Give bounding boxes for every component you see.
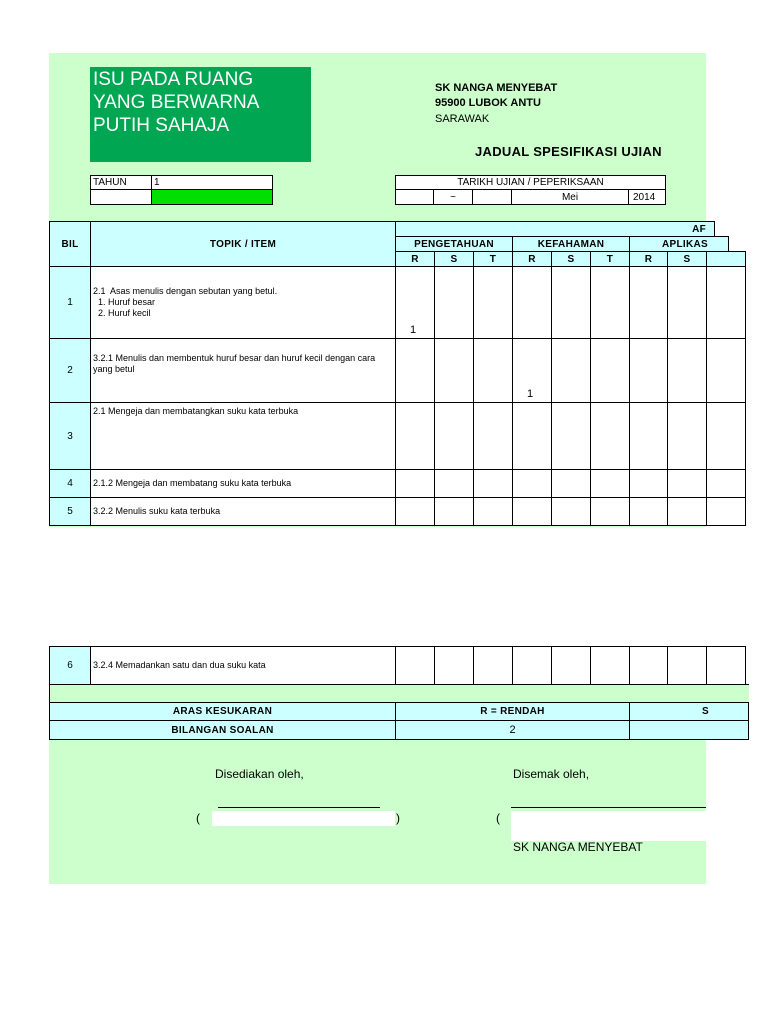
mark-cell[interactable] [706,402,746,470]
mark-cell[interactable] [590,338,630,403]
mark-cell[interactable] [629,402,668,470]
mark-cell[interactable]: 1 [395,266,435,339]
mark-cell[interactable] [667,266,707,339]
topic-line: 2. Huruf kecil [93,308,151,318]
mark-cell[interactable] [706,266,746,339]
checked-signature-line [511,806,706,808]
mark-cell[interactable] [473,497,513,526]
row-bil: 1 [49,266,91,339]
row-topic[interactable]: 3.2.2 Menulis suku kata terbuka [90,497,396,526]
row-topic[interactable]: 2.1 Mengeja dan membatangkan suku kata terbuka [90,402,396,470]
tarikh-month[interactable]: Mei [511,189,629,205]
mark-cell[interactable] [551,266,591,339]
notice-line: ISU PADA RUANG [93,69,254,90]
mark-cell[interactable] [706,338,746,403]
sub-t: T [473,251,513,267]
row-bil: 6 [49,646,91,685]
sub-r: R [395,251,435,267]
notice-line: YANG BERWARNA [93,92,260,113]
open-paren: ( [196,811,200,825]
mark-cell[interactable] [667,469,707,498]
mark-cell[interactable] [629,497,668,526]
row-topic[interactable]: 3.2.4 Memadankan satu dan dua suku kata [90,646,396,685]
bilangan-soalan-value[interactable]: 2 [395,720,630,740]
col-topik-header: TOPIK / ITEM [90,221,396,267]
open-paren: ( [496,811,500,825]
checker-school: SK NANGA MENYEBAT [513,840,643,854]
mark-cell[interactable] [706,469,746,498]
group-kefahaman: KEFAHAMAN [512,236,630,252]
mark-cell[interactable] [590,497,630,526]
tahun-value-cell[interactable]: 1 [151,175,273,190]
mark-cell[interactable] [473,338,513,403]
mark-cell[interactable] [590,266,630,339]
col-bil-header: BIL [49,221,91,267]
topic-line: 1. Huruf besar [93,297,156,307]
spec-table-continued [49,646,709,741]
mark-cell[interactable] [434,469,474,498]
group-pengetahuan: PENGETAHUAN [395,236,513,252]
row-bil: 3 [49,402,91,470]
sub-s: S [551,251,591,267]
mark-cell[interactable] [551,402,591,470]
mark-cell[interactable]: 1 [512,338,552,403]
sederhana-label: S [629,702,749,721]
page-break-gap [49,527,706,646]
mark-cell[interactable] [629,469,668,498]
mark-cell[interactable] [434,402,474,470]
mark-cell[interactable] [395,646,435,685]
mark-cell[interactable] [434,497,474,526]
mark-cell[interactable] [590,646,630,685]
mark-cell[interactable] [551,646,591,685]
tarikh-label: TARIKH UJIAN / PEPERIKSAAN [395,175,666,190]
prepared-by-label: Disediakan oleh, [215,767,304,781]
row-bil: 5 [49,497,91,526]
mark-cell[interactable] [629,338,668,403]
checked-by-label: Disemak oleh, [513,767,590,781]
mark-cell[interactable] [629,266,668,339]
mark-cell[interactable] [551,469,591,498]
spec-table [49,221,706,526]
mark-cell[interactable] [667,497,707,526]
sub-r: R [512,251,552,267]
mark-cell[interactable] [434,646,474,685]
mark-cell[interactable] [667,338,707,403]
mark-cell[interactable] [667,646,707,685]
mark-cell[interactable] [434,266,474,339]
mark-cell[interactable] [395,338,435,403]
document-title: JADUAL SPESIFIKASI UJIAN [475,144,662,159]
mark-cell[interactable] [434,338,474,403]
prepared-signature-line [218,806,380,808]
mark-cell[interactable] [706,646,746,685]
school-name: SK NANGA MENYEBAT [435,82,558,94]
row-bil: 2 [49,338,91,403]
mark-cell[interactable] [512,646,552,685]
mark-cell[interactable] [395,497,435,526]
sub-s: S [667,251,707,267]
mark-cell[interactable] [395,469,435,498]
mark-cell[interactable] [667,402,707,470]
mark-cell[interactable] [395,402,435,470]
sub-cut [706,251,746,267]
sub-r: R [629,251,668,267]
aras-header: AF [395,221,715,237]
mark-cell[interactable] [512,266,552,339]
group-aplikasi: APLIKAS [629,236,729,252]
notice-line: PUTIH SAHAJA [93,115,230,136]
tarikh-blank-cell[interactable] [472,189,512,205]
mark-cell[interactable] [629,646,668,685]
mark-cell[interactable] [473,402,513,470]
prepared-name-field[interactable] [212,811,395,826]
sub-s: S [434,251,474,267]
notice-box [90,67,311,162]
mark-cell[interactable] [551,338,591,403]
mark-cell[interactable] [590,469,630,498]
mark-cell[interactable] [512,497,552,526]
mark-cell[interactable] [590,402,630,470]
rendah-label: R = RENDAH [395,702,630,721]
bilangan-soalan-label: BILANGAN SOALAN [49,720,396,740]
row-topic[interactable]: 2.1.2 Mengeja dan membatang suku kata terbuka [90,469,396,498]
mark-cell[interactable] [473,266,513,339]
mark-cell[interactable] [473,469,513,498]
sub-t: T [590,251,630,267]
mark-cell[interactable] [706,497,746,526]
topic-line: 2.1 Asas menulis dengan sebutan yang betul. [93,286,278,296]
row-bil: 4 [49,469,91,498]
mark-cell[interactable] [473,646,513,685]
tahun-label: TAHUN [90,175,152,190]
checked-name-field[interactable] [511,811,706,841]
row-topic[interactable] [90,266,396,339]
bilangan-soalan-next[interactable] [629,720,749,740]
tahun-green-cell[interactable] [151,189,273,205]
mark-cell[interactable] [551,497,591,526]
school-address: 95900 LUBOK ANTU [435,97,541,109]
mark-cell[interactable] [512,469,552,498]
aras-kesukaran-label: ARAS KESUKARAN [49,702,396,721]
tarikh-year[interactable]: 2014 [628,189,666,205]
mark-cell[interactable] [512,402,552,470]
spacer-row [49,684,749,703]
row-topic[interactable]: 3.2.1 Menulis dan membentuk huruf besar dan huruf kecil dengan cara yang betul [90,338,396,403]
close-paren: ) [396,811,400,825]
tahun-blank-cell[interactable] [90,189,152,205]
tarikh-separator: ~ [433,189,473,205]
tarikh-day-cell[interactable] [395,189,434,205]
school-state: SARAWAK [435,113,490,125]
